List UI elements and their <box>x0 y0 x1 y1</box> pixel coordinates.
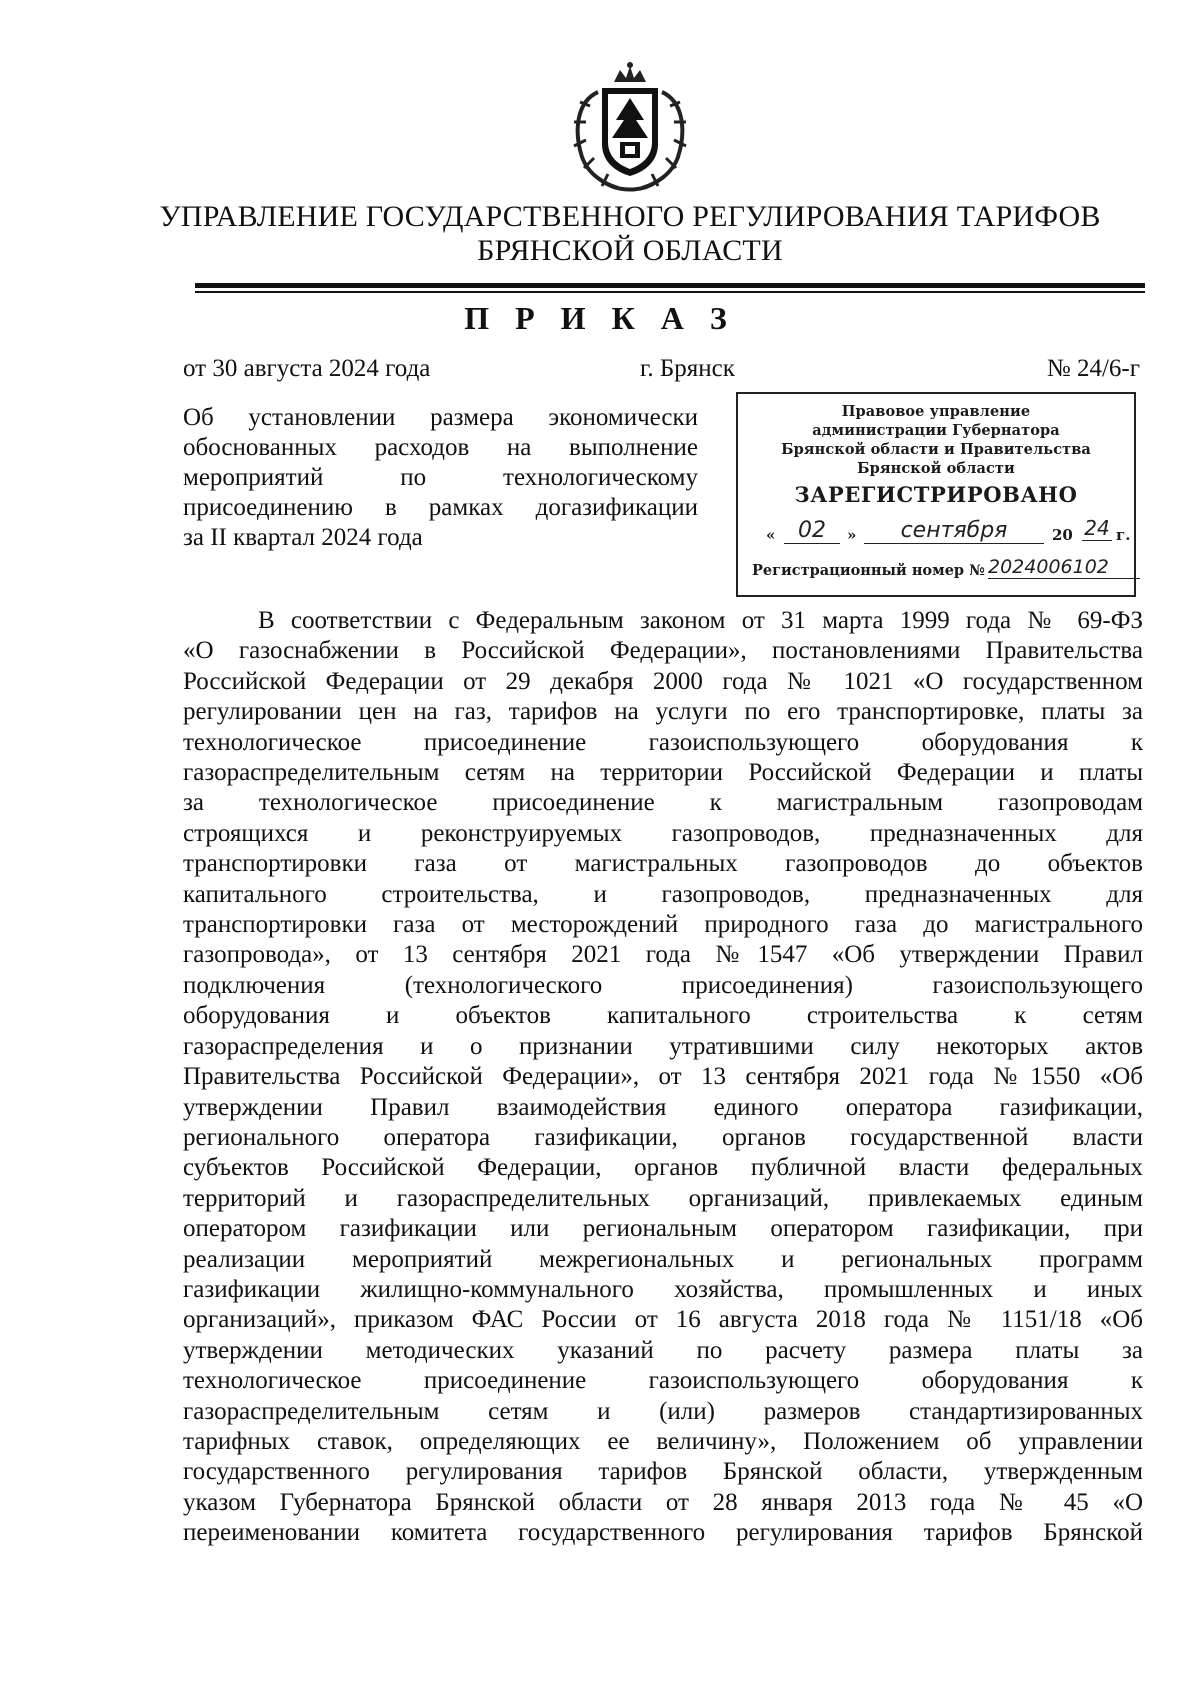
stamp-month: сентября <box>864 518 1044 544</box>
body-line: газораспределительным сетям и (или) размеров стандартизированных <box>183 1397 1143 1425</box>
order-city: г. Брянск <box>640 355 735 382</box>
order-preamble <box>183 606 1143 1549</box>
body-line: реализации мероприятий межрегиональных и региональных программ <box>183 1245 1143 1273</box>
stamp-reg-number: 2024006102 <box>988 556 1140 579</box>
registration-stamp <box>736 392 1136 597</box>
stamp-org-line: Правовое управление <box>841 403 1031 420</box>
subject-line: Об установлении размера экономически <box>183 404 698 431</box>
agency-line-2: БРЯНСКОЙ ОБЛАСТИ <box>477 234 783 267</box>
order-number: № 24/6-г <box>1046 355 1140 382</box>
stamp-registration-number-line <box>752 556 1128 588</box>
order-subject <box>183 403 698 553</box>
body-line: Российской Федерации от 29 декабря 2000 года № 1021 «О государственном <box>183 667 1143 695</box>
body-line: капитального строительства, и газопроводов, предназначенных для <box>183 880 1143 908</box>
stamp-org-line: Брянской области и Правительства <box>781 441 1091 458</box>
body-line: утверждении Правил взаимодействия единого оператора газификации, <box>183 1093 1143 1121</box>
body-line: В соответствии с Федеральным законом от 31 марта 1999 года № 69-ФЗ <box>258 607 1143 634</box>
body-line: Правительства Российской Федерации», от 13 сентября 2021 года №1550 «Об <box>183 1063 1143 1091</box>
stamp-status: ЗАРЕГИСТРИРОВАНО <box>794 482 1078 507</box>
body-line: переименовании комитета государственного регулирования тарифов Брянской <box>183 1519 1143 1547</box>
stamp-quote-open: « <box>766 526 776 544</box>
stamp-organization <box>738 402 1134 478</box>
body-line: организаций», приказом ФАС России от 16 августа 2018 года № 1151/18 «Об <box>183 1306 1143 1334</box>
body-line: утверждении методических указаний по расчету размера платы за <box>183 1336 1143 1364</box>
body-line: газификации жилищно-коммунального хозяйства, промышленных и иных <box>183 1275 1143 1303</box>
body-line: территорий и газораспределительных организаций, привлекаемых единым <box>183 1184 1143 1212</box>
body-line: оборудования и объектов капитального строительства к сетям <box>183 1002 1143 1030</box>
body-line: газораспределительным сетям на территории Российской Федерации и платы <box>183 759 1143 787</box>
stamp-quote-close: » <box>847 526 857 544</box>
body-line: регионального оператора газификации, органов государственной власти <box>183 1123 1143 1151</box>
body-line: подключения (технологического присоединения) газоиспользующего <box>183 971 1143 999</box>
subject-line: мероприятий по технологическому <box>183 464 698 491</box>
order-date: от 30 августа 2024 года <box>183 355 431 382</box>
header-divider-thin <box>195 291 1145 293</box>
body-line: технологическое присоединение газоиспользующего оборудования к <box>183 1367 1143 1395</box>
body-line: газораспределения и о признании утратившими силу некоторых актов <box>183 1032 1143 1060</box>
body-line: газопровода», от 13 сентября 2021 года №1547 «Об утверждении Правил <box>183 941 1143 969</box>
stamp-org-line: администрации Губернатора <box>812 422 1060 439</box>
body-line: тарифных ставок, определяющих ее величину», Положением об управлении <box>183 1427 1143 1455</box>
body-line: регулировании цен на газ, тарифов на услуги по его транспортировке, платы за <box>183 698 1143 726</box>
body-line: «О газоснабжении в Российской Федерации», постановлениями Правительства <box>183 637 1143 665</box>
body-line: транспортировки газа от магистральных газопроводов до объектов <box>183 850 1143 878</box>
subject-line: присоединению в рамках догазификации <box>183 494 698 521</box>
agency-line-1: УПРАВЛЕНИЕ ГОСУДАРСТВЕННОГО РЕГУЛИРОВАНИЯ ТАРИФОВ <box>159 200 1101 233</box>
body-line: государственного регулирования тарифов Брянской области, утвержденным <box>183 1458 1143 1486</box>
subject-line: обоснованных расходов на выполнение <box>183 434 698 461</box>
body-line: указом Губернатора Брянской области от 28 января 2013 года № 45 «О <box>183 1488 1143 1516</box>
stamp-day: 02 <box>784 518 840 544</box>
stamp-year-unit: г. <box>1116 526 1131 544</box>
stamp-date-line <box>752 516 1131 552</box>
body-line: строящихся и реконструируемых газопроводов, предназначенных для <box>183 819 1143 847</box>
agency-name <box>150 200 1110 268</box>
order-title: П Р И К А З <box>464 300 736 336</box>
bryansk-coat-of-arms-icon <box>568 62 692 197</box>
stamp-year-prefix: 20 <box>1052 526 1073 544</box>
stamp-reg-label: Регистрационный номер № <box>752 562 985 579</box>
stamp-year-suffix: 24 <box>1082 516 1112 541</box>
stamp-org-line: Брянской области <box>857 460 1015 477</box>
body-line: субъектов Российской Федерации, органов публичной власти федеральных <box>183 1154 1143 1182</box>
body-line: транспортировки газа от месторождений природного газа до магистрального <box>183 911 1143 939</box>
body-line: оператором газификации или региональным оператором газификации, при <box>183 1215 1143 1243</box>
subject-line: за II квартал 2024 года <box>183 524 423 551</box>
body-line: технологическое присоединение газоиспользующего оборудования к <box>183 728 1143 756</box>
body-line: за технологическое присоединение к магистральным газопроводам <box>183 789 1143 817</box>
header-divider-thick <box>195 283 1145 288</box>
